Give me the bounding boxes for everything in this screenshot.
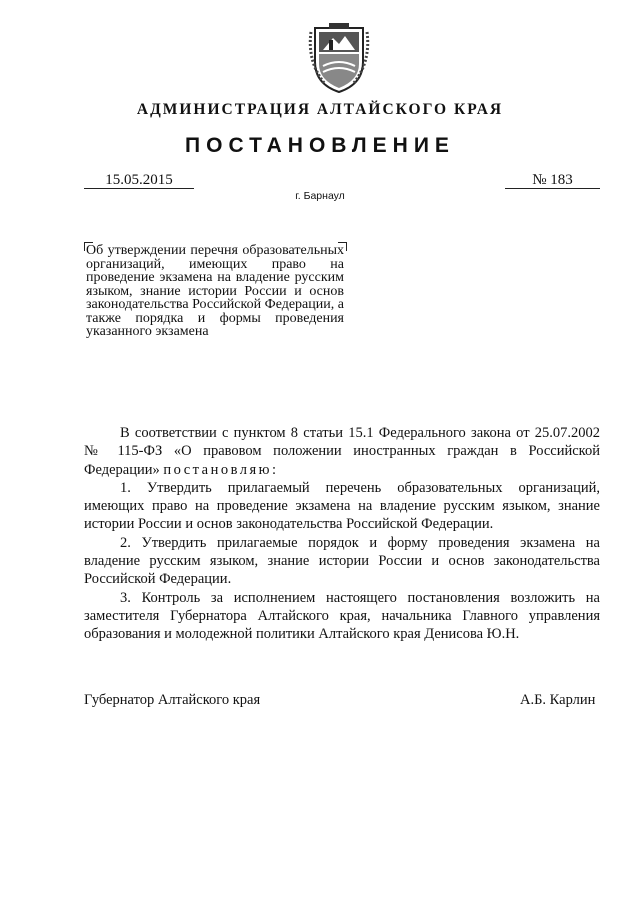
- resolve-word: постановляю:: [163, 461, 279, 478]
- body-intro: [84, 424, 600, 479]
- document-city: г. Барнаул: [295, 190, 345, 202]
- document-type: ПОСТАНОВЛЕНИЕ: [185, 134, 455, 157]
- document-number: № 183: [505, 172, 600, 189]
- document-date: 15.05.2015: [84, 172, 194, 189]
- document-body: [84, 424, 600, 644]
- body-intro-text: В соответствии с пунктом 8 статьи 15.1 Федерального закона от 25.07.2002 № 115-ФЗ «О правовом положении иностранных граждан в Российской Федерации»: [84, 425, 600, 478]
- signatory-name: А.Б. Карлин: [520, 692, 596, 708]
- signatory-position: Губернатор Алтайского края: [84, 692, 261, 708]
- body-item: 1. Утвердить прилагаемый перечень образовательных организаций, имеющих право на проведение экзамена на владение русским языком, знание истории России и основ законодательства Российской Федерации.: [84, 479, 600, 533]
- altai-krai-coat-of-arms-icon: [305, 22, 373, 94]
- body-item: 2. Утвердить прилагаемые порядок и форму проведения экзамена на владение русским языком, знание истории России и основ законодательства Российской Федерации.: [84, 534, 600, 588]
- document-subject: Об утверждении перечня образовательных организаций, имеющих право на проведение экзамена на владение русским языком, знание истории России и основ законодательства Российской Федерации, а также порядка и формы проведения указанного экзамена: [86, 243, 344, 339]
- body-item: 3. Контроль за исполнением настоящего постановления возложить на заместителя Губернатора Алтайского края, начальника Главного управления образования и молодежной политики Алтайского края Денисова Ю.Н.: [84, 589, 600, 643]
- organization-name: АДМИНИСТРАЦИЯ АЛТАЙСКОГО КРАЯ: [136, 101, 504, 118]
